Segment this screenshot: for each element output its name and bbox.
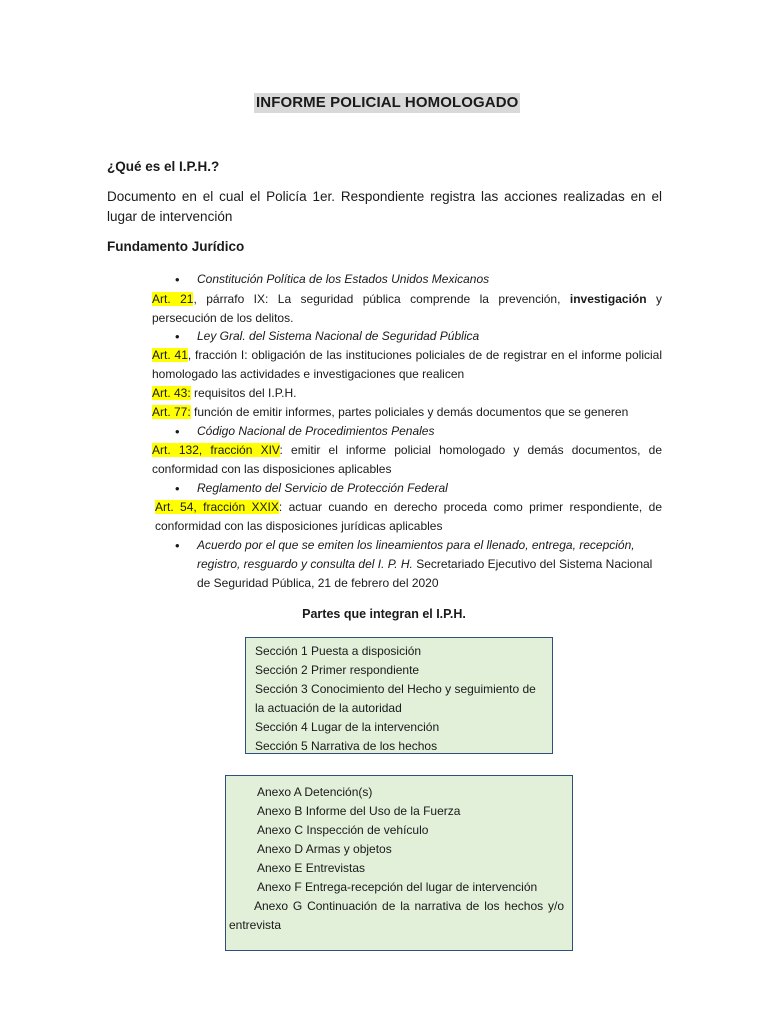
art54-paragraph: [155, 498, 662, 536]
anexo-item: Anexo E Entrevistas: [257, 861, 366, 875]
seccion-item: Sección 3 Conocimiento del Hecho y seguimiento de la actuación de la autoridad: [255, 682, 536, 715]
bullet-codigo: [175, 422, 660, 441]
law-name: Ley Gral. del Sistema Nacional de Seguridad Pública: [197, 329, 480, 343]
article-ref: Art. 54, fracción XXIX: [155, 500, 279, 514]
art43-paragraph: [152, 384, 662, 403]
bullet-acuerdo: [175, 536, 660, 593]
bullet-icon: •: [175, 481, 180, 496]
anexo-item: Anexo F Entrega-recepción del lugar de intervención: [257, 880, 538, 894]
article-ref: Art. 41: [152, 348, 188, 362]
seccion-item: Sección 2 Primer respondiente: [255, 663, 420, 677]
bullet-ley-general: [175, 327, 660, 346]
article-bold: investigación: [569, 292, 647, 306]
definition-paragraph: Documento en el cual el Policía 1er. Respondiente registra las acciones realizadas en el lugar de intervención: [107, 189, 662, 224]
article-text: : emitir el informe policial homologado y demás documentos, de conformidad con las disposiciones aplicables: [152, 443, 662, 476]
article-text: y persecución de los delitos.: [152, 292, 662, 325]
anexo-item: Anexo C Inspección de vehículo: [257, 823, 429, 837]
bullet-reglamento: [175, 479, 660, 498]
bullet-icon: •: [175, 329, 180, 344]
anexo-item: Anexo D Armas y objetos: [257, 842, 392, 856]
seccion-item: Sección 4 Lugar de la intervención: [255, 720, 440, 734]
law-name: Reglamento del Servicio de Protección Federal: [197, 481, 448, 495]
art77-paragraph: [152, 403, 662, 422]
secciones-box: [245, 637, 553, 754]
article-text: : actuar cuando en derecho proceda como primer respondiente, de conformidad con las disposiciones jurídicas aplicables: [155, 500, 662, 533]
law-name: Código Nacional de Procedimientos Penales: [197, 424, 435, 438]
art21-paragraph: [152, 290, 662, 328]
art41-paragraph: [152, 346, 662, 384]
article-ref: Art. 77:: [152, 405, 191, 419]
article-ref: Art. 132, fracción XIV: [152, 443, 280, 457]
bullet-icon: •: [175, 538, 180, 553]
partes-heading: Partes que integran el I.P.H.: [302, 607, 466, 621]
article-ref: Art. 43:: [152, 386, 191, 400]
document-title: INFORME POLICIAL HOMOLOGADO: [256, 94, 519, 111]
anexo-item: Anexo G Continuación de la narrativa de los hechos y/o entrevista: [229, 899, 564, 932]
article-text: función de emitir informes, partes policiales y demás documentos que se generen: [190, 405, 629, 419]
acuerdo-source: Secretariado Ejecutivo del Sistema Nacional de Seguridad Pública, 21 de febrero del 2020: [197, 557, 653, 590]
art132-paragraph: [152, 441, 662, 479]
bullet-constitucion: [175, 270, 660, 289]
seccion-item: Sección 5 Narrativa de los hechos: [255, 739, 438, 753]
law-name: Constitución Política de los Estados Unidos Mexicanos: [197, 272, 490, 286]
anexos-box: [225, 775, 573, 951]
anexo-item: Anexo B Informe del Uso de la Fuerza: [257, 804, 461, 818]
question-heading: ¿Qué es el I.P.H.?: [107, 159, 220, 174]
article-text: , fracción I: obligación de las instituciones policiales de de registrar en el informe policial homologado las actividades e investigaciones que realicen: [152, 348, 662, 381]
article-ref: Art. 21: [152, 292, 194, 306]
anexo-item: Anexo A Detención(s): [257, 785, 373, 799]
bullet-icon: •: [175, 272, 180, 287]
bullet-icon: •: [175, 424, 180, 439]
seccion-item: Sección 1 Puesta a disposición: [255, 644, 422, 658]
fundamento-heading: Fundamento Jurídico: [107, 239, 245, 254]
acuerdo-title: Acuerdo por el que se emiten los lineamientos para el llenado, entrega, recepción, registro, resguardo y consulta del I. P. H.: [197, 538, 635, 571]
article-text: , párrafo IX: La seguridad pública comprende la prevención,: [193, 292, 570, 306]
article-text: requisitos del I.P.H.: [190, 386, 297, 400]
